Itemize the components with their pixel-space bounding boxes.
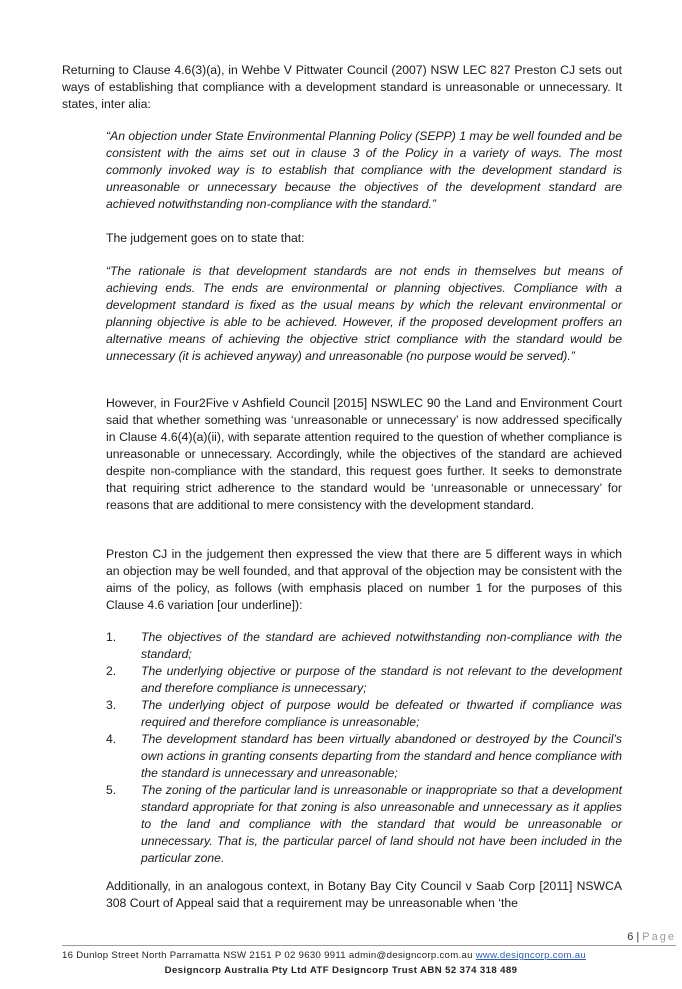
wehbe-quote: “An objection under State Environmental Planning Policy (SEPP) 1 may be well founded and be consistent with the aims set out in clause 3 of the Policy in a variety of ways. The most commonly invoked way is to establish that compliance with the development standard is unreasonable or unnecessary because the objectives of the development standard are achieved notwithstanding non-compliance with the standard.” [106,129,622,211]
list-item-text: The development standard has been virtually abandoned or destroyed by the Council’s own actions in granting consents departing from the standard and hence compliance with the standard is unnecessary and unreasonable; [141,732,622,780]
list-item-number: 4. [106,732,117,746]
page-number [627,931,676,943]
five-ways-list [106,629,622,867]
list-item-text: The objectives of the standard are achieved notwithstanding non-compliance with the standard; [141,630,622,661]
list-item-text: The zoning of the particular land is unreasonable or inappropriate so that a development standard appropriate for that zoning is also unreasonable and unnecessary as it applies to the land and compliance with the standard that would be unreasonable or unnecessary. That is, the particular parcel of land should not have been included in the particular zone. [141,783,622,865]
judgement-lead-in: The judgement goes on to state that: [106,231,305,245]
preston-paragraph: Preston CJ in the judgement then expressed the view that there are 5 different ways in which an objection may be well founded, and that approval of the objection may be consistent with the aims of the policy, as follows (with emphasis placed on number 1 for the purposes of this Clause 4.6 variation [our underline]): [106,547,622,612]
list-item [106,697,622,731]
list-item-number: 2. [106,664,117,678]
page-word: Page [642,931,676,943]
botany-bay-paragraph: Additionally, in an analogous context, in Botany Bay City Council v Saab Corp [2011] NSWCA 308 Court of Appeal said that a requirement may be unreasonable when ‘the [106,879,622,910]
page-number-value: 6 [627,931,634,943]
list-item [106,782,622,867]
list-item [106,731,622,782]
list-item-number: 5. [106,783,117,797]
list-item [106,629,622,663]
rationale-quote: “The rationale is that development standards are not ends in themselves but means of achieving ends. The ends are environmental or planning objectives. Compliance with a development standard is fixed as the usual means by which the relevant environmental or planning objective is able to be achieved. However, if the proposed development proffers an alternative means of achieving the objective strict compliance with the standard would be unnecessary (it is achieved anyway) and unreasonable (no purpose would be served).” [106,264,622,363]
list-item-number: 1. [106,630,117,644]
list-item-text: The underlying object of purpose would be defeated or thwarted if compliance was required and therefore compliance is unreasonable; [141,698,622,729]
page-number-separator: | [636,931,640,943]
list-item-text: The underlying objective or purpose of the standard is not relevant to the development and therefore compliance is unnecessary; [141,664,622,695]
website-link[interactable]: www.designcorp.com.au [475,950,586,961]
list-item [106,663,622,697]
four2five-paragraph: However, in Four2Five v Ashfield Council [2015] NSWLEC 90 the Land and Environment Court said that whether something was ‘unreasonable or unnecessary’ is now addressed specifically in Clause 4.6(4)(a)(ii), with separate attention required to the question of whether compliance is unreasonable or unnecessary. Accordingly, while the objectives of the standard are achieved despite non-compliance with the standard, this request goes further. It seeks to demonstrate that requiring strict adherence to the standard would be ‘unreasonable or unnecessary’ for reasons that are additional to mere consistency with the development standard. [106,396,622,512]
intro-paragraph: Returning to Clause 4.6(3)(a), in Wehbe V Pittwater Council (2007) NSW LEC 827 Preston CJ sets out ways of establishing that compliance with a development standard is unreasonable or unnecessary. It states, inter alia: [62,63,622,111]
footer-address: 16 Dunlop Street North Parramatta NSW 2151 P 02 9630 9911 admin@designcorp.com.au [62,950,476,961]
list-item-number: 3. [106,698,117,712]
footer-divider [62,945,676,946]
footer-company-line: Designcorp Australia Pty Ltd ATF Designcorp Trust ABN 52 374 318 489 [164,965,518,976]
footer-contact-line [62,950,586,961]
